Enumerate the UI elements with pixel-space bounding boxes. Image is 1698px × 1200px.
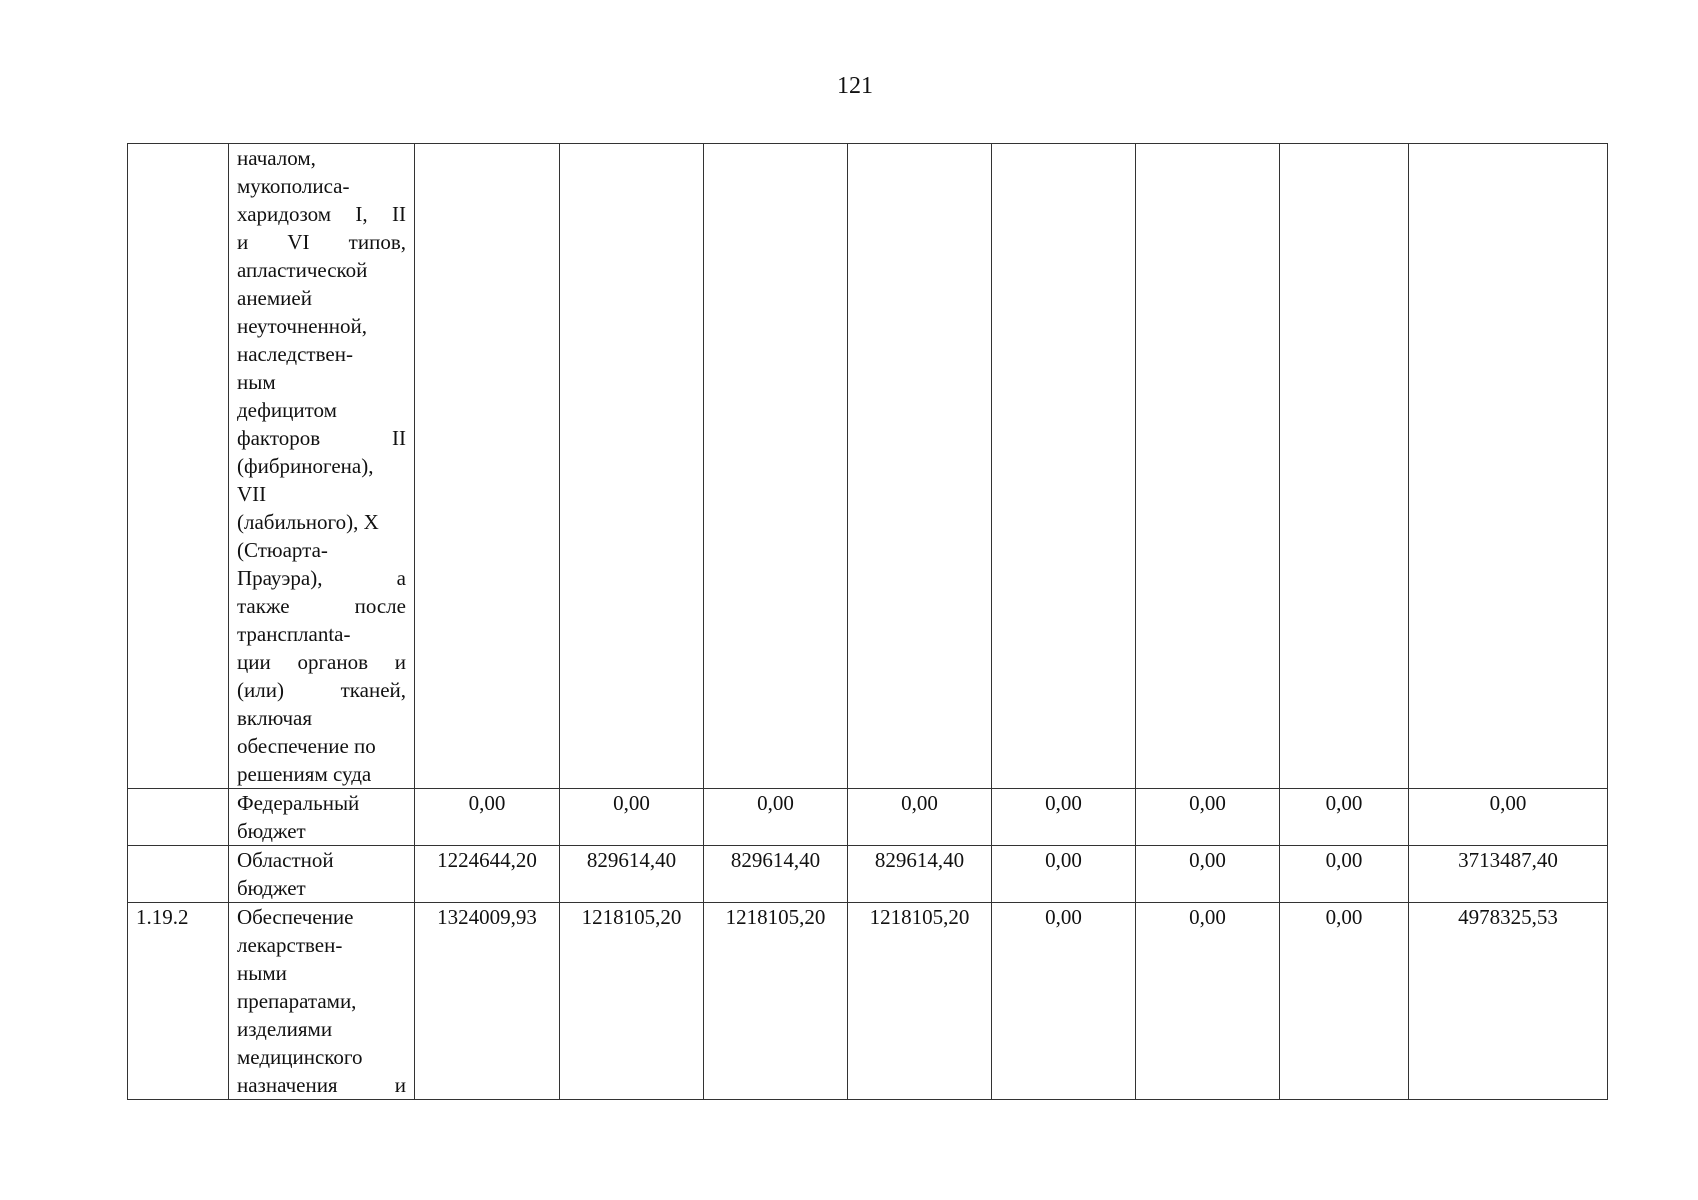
name-line: наследствен-	[237, 342, 353, 366]
page-number: 121	[837, 73, 873, 99]
name-line: (лабильного), X	[237, 510, 379, 534]
value-cell	[992, 144, 1136, 789]
row-name	[229, 846, 415, 903]
table-row	[128, 789, 1608, 846]
name-line: Областной	[237, 848, 334, 872]
name-line: началом,	[237, 146, 316, 170]
name-line: харидозом I, II	[237, 202, 406, 226]
value-cell: 1324009,93	[415, 903, 560, 1100]
name-line: VII	[237, 482, 267, 506]
name-line: также после	[237, 594, 406, 618]
name-line: апластической	[237, 258, 368, 282]
name-line: препаратами,	[237, 989, 357, 1013]
value-cell: 0,00	[1136, 846, 1280, 903]
value-cell: 4978325,53	[1409, 903, 1608, 1100]
name-line: бюджет	[237, 819, 306, 843]
name-line: ции органов и	[237, 650, 406, 674]
value-cell: 3713487,40	[1409, 846, 1608, 903]
value-cell	[848, 144, 992, 789]
name-line: Федеральный	[237, 791, 360, 815]
value-cell: 1218105,20	[848, 903, 992, 1100]
name-line: медицинского	[237, 1045, 363, 1069]
name-line: трансплanta-	[237, 622, 351, 646]
value-cell: 829614,40	[704, 846, 848, 903]
name-line: анемией	[237, 286, 312, 310]
name-line: неуточненной,	[237, 314, 367, 338]
name-line: обеспечение по	[237, 734, 376, 758]
value-cell: 0,00	[560, 789, 704, 846]
value-cell: 0,00	[1280, 846, 1409, 903]
name-line: дефицитом	[237, 398, 337, 422]
value-cell: 0,00	[1409, 789, 1608, 846]
name-line: (Стюарта-	[237, 538, 328, 562]
name-line: мукополиса-	[237, 174, 350, 198]
value-cell	[1136, 144, 1280, 789]
name-line: решениям суда	[237, 762, 372, 786]
name-line: включая	[237, 706, 313, 730]
row-name	[229, 789, 415, 846]
value-cell: 0,00	[415, 789, 560, 846]
value-cell: 0,00	[1280, 789, 1409, 846]
value-cell	[704, 144, 848, 789]
value-cell: 1218105,20	[704, 903, 848, 1100]
row-number: 1.19.2	[128, 903, 229, 1100]
table-row	[128, 903, 1608, 1100]
value-cell: 0,00	[1280, 903, 1409, 1100]
row-number	[128, 144, 229, 789]
name-line: Обеспечение	[237, 905, 354, 929]
name-line: (или) тканей,	[237, 678, 406, 702]
row-number	[128, 789, 229, 846]
row-number	[128, 846, 229, 903]
value-cell	[560, 144, 704, 789]
table-row	[128, 846, 1608, 903]
name-line: и VI типов,	[237, 230, 406, 254]
value-cell	[1409, 144, 1608, 789]
value-cell: 829614,40	[560, 846, 704, 903]
name-line: (фибриногена),	[237, 454, 374, 478]
value-cell: 829614,40	[848, 846, 992, 903]
row-name	[229, 144, 415, 789]
name-line: факторов II	[237, 426, 406, 450]
value-cell	[1280, 144, 1409, 789]
value-cell: 0,00	[848, 789, 992, 846]
name-line: лекарствен-	[237, 933, 343, 957]
name-line: ными	[237, 961, 287, 985]
name-line: назначения и	[237, 1073, 406, 1097]
value-cell: 0,00	[1136, 789, 1280, 846]
name-line: Прауэра), а	[237, 566, 406, 590]
row-name	[229, 903, 415, 1100]
value-cell: 0,00	[992, 846, 1136, 903]
value-cell	[415, 144, 560, 789]
name-line: ным	[237, 370, 276, 394]
value-cell: 0,00	[992, 903, 1136, 1100]
budget-table	[127, 143, 1608, 1100]
name-line: изделиями	[237, 1017, 333, 1041]
table-row	[128, 144, 1608, 789]
table-body	[128, 144, 1608, 1100]
name-line: бюджет	[237, 876, 306, 900]
value-cell: 0,00	[992, 789, 1136, 846]
value-cell: 0,00	[704, 789, 848, 846]
value-cell: 0,00	[1136, 903, 1280, 1100]
value-cell: 1224644,20	[415, 846, 560, 903]
value-cell: 1218105,20	[560, 903, 704, 1100]
